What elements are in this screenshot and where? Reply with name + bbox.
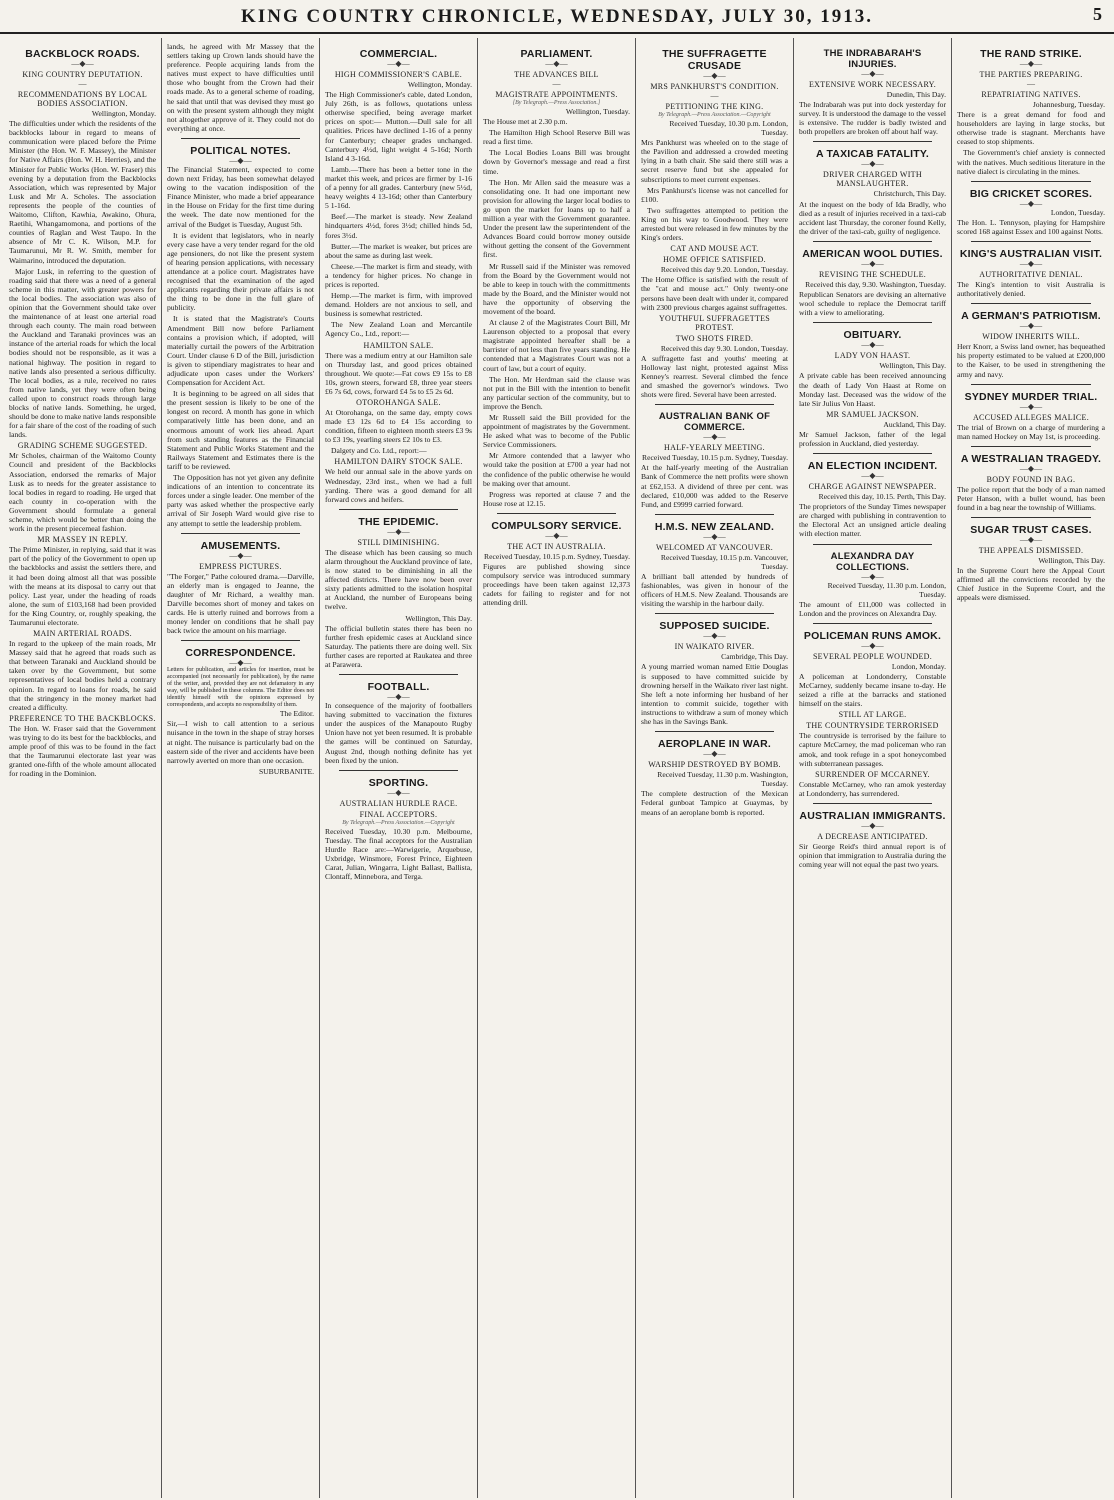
subheading: MR SAMUEL JACKSON.	[826, 409, 919, 419]
paragraph: Sir George Reid's third annual report is of opinion that immigration to Australia during the coming year will not equal the past two years.	[799, 841, 946, 870]
paragraph: Mr Samuel Jackson, father of the legal profession in Auckland, died yesterday.	[799, 429, 946, 448]
dateline: Johannesburg, Tuesday.	[1032, 100, 1105, 109]
subheading: KING COUNTRY DEPUTATION.	[22, 70, 143, 79]
divider: —	[1027, 79, 1035, 88]
dateline: Received this day 9.20. London, Tuesday.	[660, 265, 788, 275]
divider	[971, 303, 1091, 304]
paragraph: Republican Senators are devising an alternative wool schedule to replace the Democrat tariff with a view to ameliorating.	[799, 290, 946, 318]
divider	[971, 181, 1091, 182]
headline: ALEXANDRA DAY COLLECTIONS.	[830, 550, 915, 573]
press-credit: By Telegraph.—Press Association.—Copyright	[658, 112, 771, 118]
paragraph: The disease which has been causing so much alarm throughout the Auckland province of late, is now stated to be diminishing in all the affected districts. There have now been over sixty patients admitted to the isolation hospital at Auckland, the number of Europeans being twelve.	[325, 547, 472, 612]
column-3	[320, 38, 478, 1498]
subheading: YOUTHFUL SUFFRAGETTES PROTEST.	[658, 313, 771, 332]
paragraph: A brilliant ball attended by hundreds of fashionables, was given in honour of the officers of H.M.S. New Zealand. Thousands are visiting the warship in the harbour daily.	[641, 572, 788, 609]
paragraph: Constable McCarney, who ran amok yesterday at Londonderry, has surrendered.	[799, 779, 946, 798]
paragraph: The Indrabarah was put into dock yesterday for survey. It is understood the damage to the vessel is extensive. The rudder is badly twisted and both propellers are broken off about half way.	[799, 100, 946, 137]
dateline: Christchurch, This Day.	[873, 189, 946, 199]
column-7	[952, 38, 1110, 1498]
paragraph: The New Zealand Loan and Mercantile Agency Co., Ltd., report:—	[325, 320, 472, 339]
headline: SUGAR TRUST CASES.	[970, 524, 1092, 537]
paragraph: The Local Bodies Loans Bill was brought down by Governor's message and read a first time.	[483, 148, 630, 176]
paragraph: Progress was reported at clause 7 and the House rose at 12.15.	[483, 489, 630, 508]
subheading: STILL DIMINISHING.	[357, 537, 440, 547]
paragraph: Major Lusk, in referring to the question of roading said that there was a need of a general scheme in this matter, with greater powers for the local bodies. The association was also of opinion that the Government should take over the maintenance of at least one arterial road through each county. The main road between the Auckland and Taranaki provinces was an instance of the arterial roads for which the local bodies should not be responsible, as it was a national highway. The position in regard to native lands also presented a serious difficulty. The local bodies, as a rule, received no rates from native lands, yet they were often being called upon to construct roads through large blocks of native lands. Something, he urged, should be done to make native lands responsible for a fair share of the cost of the roading of such lands.	[9, 266, 156, 440]
headline: AN ELECTION INCIDENT.	[807, 460, 938, 473]
paragraph: Mr Scholes, chairman of the Waitomo County Council and president of the Backblocks Association, endorsed the remarks of Major Lusk as to needs for the greater assistance to local bodies in regard to roading. He urged that each county in co-operation with the Government should formulate a general scheme, which would be better than doing the work in the present piecemeal fashion.	[9, 451, 156, 534]
paragraph: "The Forger," Pathe coloured drama.—Darville, an elderly man is engaged to Jeanne, the daughter of Mr Richard, a wealthy man. Darville becomes short of money and takes on cards. He is utterly ruined and borrows from a money lender on conditions that he shall pay back twice the amount on his marriage.	[167, 571, 314, 636]
dateline: Received Tuesday, 10.15 p.m. Sydney, Tuesday.	[484, 551, 630, 561]
paragraph: A private cable has been received announcing the death of Lady Von Haast at Rome on Monday last. Deceased was the widow of the late Sir Julius Von Haast.	[799, 371, 946, 408]
paragraph: Cheese.—The market is firm and steady, with a tendency for higher prices. No change in prices is reported.	[325, 261, 472, 289]
subheading: HAMILTON DAIRY STOCK SALE.	[334, 457, 463, 467]
paragraph: The proprietors of the Sunday Times newspaper are charged with publishing in contravention to the Electoral Act an unsigned article dealing with election matter.	[799, 502, 946, 539]
dateline: London, Tuesday.	[1050, 207, 1105, 217]
headline: POLITICAL NOTES.	[190, 144, 291, 157]
headline: AMUSEMENTS.	[200, 539, 281, 552]
paragraph: The Hon. L. Tennyson, playing for Hampshire scored 168 against Essex and 100 against Notts.	[957, 217, 1105, 236]
paragraph: The trial of Brown on a charge of murdering a man named Hockey on May 1st, is proceeding.	[957, 422, 1105, 441]
paragraph: A young married woman named Ettie Douglas is supposed to have committed suicide by drowning herself in the Waikato river last night. She left a note informing her husband of her intention to commit suicide, together with instructions to withdraw a sum of money which she has in the Savings Bank.	[641, 662, 788, 727]
divider: —◆—	[1019, 259, 1043, 269]
paragraph: lands, he agreed with Mr Massey that the settlers taking up Crown lands should have the preference. People acquiring lands from the natives must expect to have difficulties until those who bought from the Crown had their roads made. As to a general scheme of roading, he said that until that was devised they must go on with the present system although they might not altogether approve of it. They could not do everything at once.	[167, 42, 314, 133]
divider: —	[710, 91, 719, 100]
paragraph: Mr Atmore contended that a lawyer who would take the position at £700 a year had not the confidence of the public otherwise he would be making over that amount.	[483, 451, 630, 488]
press-credit: [By Telegraph.—Press Association.]	[512, 100, 601, 106]
divider	[339, 770, 458, 771]
newspaper-columns	[4, 38, 1110, 1498]
headline: THE RAND STRIKE.	[980, 48, 1082, 60]
headline: A WESTRALIAN TRAGEDY.	[960, 452, 1102, 465]
subheading: EMPRESS PICTURES.	[199, 561, 282, 571]
headline: PARLIAMENT.	[520, 48, 593, 60]
paragraph: The Prime Minister, in replying, said that it was part of the policy of the Government to open up the backblocks and assist the settlers there, and it had been doing almost all that was possible with the means at its disposal to carry out that policy. Last year, under the heading of roads alone, the sum of £103,168 had been provided for the King Country, or, roughly speaking, the Taumarunui electorate.	[9, 545, 156, 627]
paragraph: At clause 2 of the Magistrates Court Bill, Mr Laurenson objected to a proposal that every magistrate appointed hereafter shall be a barrister of not less than five years standing. He contended that a Magistrates Court was not a court of law, but a court of equity.	[483, 318, 630, 373]
subheading: THE COUNTRYSIDE TERRORISED	[806, 721, 939, 731]
divider	[813, 141, 932, 142]
divider	[971, 241, 1091, 242]
headline: AEROPLANE IN WAR.	[657, 738, 772, 751]
dateline: London, Monday.	[891, 661, 946, 671]
headline: THE SUFFRAGETTE CRUSADE	[662, 48, 767, 72]
divider: —	[552, 79, 561, 88]
dateline: Received Tuesday, 10.15 p.m. Sydney, Tuesday.	[642, 453, 788, 463]
paragraph: The difficulties under which the residents of the backblocks labour in regard to means of communication were placed before the Prime Minister (the Hon. W. F. Massey), the Minister for Native Affairs (Hon. W. H. Herries), and the Minister for Public Works (Hon. W. Fraser) this evening by a deputation from the Backblocks Association, which was represented by Major Lusk and Mr A. Scholes. The association represents the people of the counties of Waitomo, Clifton, Kawhia, Awakino, Ohura, Raetihi, Whangamomona, and portions of the counties of Raglan and West Taupo. In the absence of Mr C. K. Wilson, M.P. for Taumarunui, Mr R. W. Smith, member for Waimarino, introduced the deputation.	[9, 119, 156, 265]
dateline: Cambridge, This Day.	[721, 652, 788, 662]
subheading: PREFERENCE TO THE BACKBLOCKS.	[9, 713, 156, 723]
column-6	[794, 38, 952, 1498]
paragraph: Figures are published showing since compulsory service was introduced summary proceedings have been taken against 12,373 cadets for failing to register and for not attending drill.	[483, 562, 630, 608]
divider	[181, 640, 300, 641]
paragraph: The Hon. W. Fraser said that the Government was trying to do its best for the backblocks, and ample proof of this was to be found in the fact that the Taumarunui electorate last year was granted one-fifth of the whole amount allocated for roading in the Dominion.	[9, 723, 156, 779]
subheading: HOME OFFICE SATISFIED.	[663, 255, 766, 265]
editorial-notice: Letters for publication, and articles for insertion, must be accompanied (not necessarily for publication), by the name of the writer, and, provided they are not defamatory in any way, will be published in these columns. The Editor does not identify himself with the opinions expressed by correspondents, and accepts no responsibility of them.	[167, 667, 314, 709]
subheading: SEVERAL PEOPLE WOUNDED.	[812, 651, 933, 661]
paragraph: At the inquest on the body of Ida Bradly, who died as a result of injuries received in a taxi-cab accident last Thursday, the coroner found Kelly, the driver of the taxi-cab, guilty of negligence.	[799, 199, 946, 236]
divider: —◆—	[1019, 463, 1043, 473]
dateline: Wellington, Monday.	[91, 109, 156, 118]
paragraph: A policeman at Londonderry, Constable McCarney, suddenly became insane to-day. He seized a rifle at the barracks and stationed himself on the stairs.	[799, 672, 946, 709]
dateline: Received Tuesday, 10.15 p.m. Vancouver, Tuesday.	[660, 552, 788, 571]
paragraph: At the half-yearly meeting of the Australian Bank of Commerce the nett profits were shown at £62,153. A dividend of three per cent. was declared, £10,000 was added to the Reserve Fund, and £9999 carried forward.	[641, 463, 788, 509]
divider: —◆—	[387, 692, 410, 702]
divider: —◆—	[861, 640, 884, 650]
paragraph: The complete destruction of the Mexican Federal gunboat Tampico at Guaymas, by means of an aeroplane bomb is reported.	[641, 789, 788, 817]
subheading: THE ADVANCES BILL	[514, 70, 599, 79]
divider	[971, 517, 1091, 518]
paragraph: The Hon. Mr Herdman said the clause was not put in the Bill with the intention to benefit any particular section of the community, but to improve the Bench.	[483, 374, 630, 411]
paragraph: The amount of £11,000 was collected in London and the provinces on Alexandra Day.	[799, 599, 946, 618]
divider: —◆—	[861, 159, 884, 169]
headline: AUSTRALIAN BANK OF COMMERCE.	[658, 411, 771, 434]
divider: —◆—	[387, 526, 410, 536]
headline: CORRESPONDENCE.	[185, 647, 296, 660]
paragraph: The Opposition has not yet given any definite indications of an intention to concentrate its forces under a single leader. One member of the party was asked whether the prospective early arrival of Sir Joseph Ward would give rise to any attempt to settle the leadership problem.	[167, 473, 314, 528]
subheading: BODY FOUND IN BAG.	[986, 474, 1076, 484]
divider: —◆—	[861, 258, 884, 268]
subheading: MAIN ARTERIAL ROADS.	[33, 629, 132, 639]
paragraph: The Hamilton High School Reserve Bill was read a first time.	[483, 128, 630, 147]
subheading: AUSTRALIAN HURDLE RACE.	[339, 798, 458, 808]
column-5	[636, 38, 794, 1498]
divider	[497, 513, 616, 514]
paragraph: Mrs Pankhurst was wheeled on to the stage of the Pavilion and addressed a crowded meeting lying in a bath chair. She said there still was a secret reserve fund but she appealed for subscriptions to meet current expenses.	[641, 138, 788, 184]
subheading: HALF-YEARLY MEETING.	[664, 443, 765, 453]
divider: —◆—	[387, 59, 410, 68]
divider	[813, 623, 932, 624]
paragraph: The House met at 2.30 p.m.	[483, 117, 568, 127]
subheading: WELCOMED AT VANCOUVER.	[655, 542, 774, 552]
column-2	[162, 38, 320, 1498]
signature: SUBURBANITE.	[258, 766, 314, 776]
paragraph: Mrs Pankhurst's license was not cancelled for £100.	[641, 185, 788, 204]
divider: —◆—	[71, 59, 94, 68]
divider: —◆—	[545, 59, 568, 68]
divider	[813, 322, 932, 323]
headline: BIG CRICKET SCORES.	[969, 187, 1093, 200]
headline: H.M.S. NEW ZEALAND.	[654, 520, 775, 533]
headline: AMERICAN WOOL DUTIES.	[802, 247, 943, 260]
divider: —◆—	[703, 71, 726, 80]
press-credit: By Telegraph.—Press Association.—Copyright	[342, 819, 455, 826]
paragraph: There was a medium entry at our Hamilton sale on Thursday last, and good prices obtained throughout. We quote:—Fat cows £9 15s to £8 10s, grown steers, forward £8, three year steers £6 7s 6d, cows, forward £4 5s to £5 2s 6d.	[325, 350, 472, 396]
paragraph: Mr Russell said if the Minister was removed from the Board by the Government would not be able to keep in touch with the committments made by the Board, and the Minister would not have the opportunity of observing the movement of the board.	[483, 261, 630, 316]
divider: —◆—	[861, 69, 884, 78]
dateline: Received this day, 9.30. Washington, Tuesday.	[805, 279, 946, 289]
subheading: GRADING SCHEME SUGGESTED.	[17, 441, 148, 451]
headline: A GERMAN'S PATRIOTISM.	[961, 310, 1101, 323]
subheading: STILL AT LARGE.	[838, 710, 907, 720]
divider	[813, 803, 932, 804]
divider	[655, 613, 774, 614]
paragraph: It is stated that the Magistrate's Courts Amendment Bill now before Parliament contains a provision which, if adopted, will materially curtail the powers of the Arbitration Court. Under clause 6 D of the Bill, jurisdiction is given to stipendiary magistrates to hear and adjudicate upon cases under the Workers' Compensation for Accident Act.	[167, 314, 314, 388]
paragraph: Sir,—I wish to call attention to a serious nuisance in the town in the shape of stray horses at night. The nuisance is particularly bad on the eastern side of the river and accidents have been narrowly averted on more than one occasion.	[167, 719, 314, 765]
subheading: THE APPEALS DISMISSED.	[978, 546, 1084, 556]
divider: —◆—	[861, 471, 884, 481]
subheading: HAMILTON SALE.	[363, 340, 434, 350]
paragraph: The countryside is terrorised by the failure to capture McCarney, the mad policeman who ran amok, and took refuge in a spot honeycombed with subterranean passages.	[799, 731, 946, 768]
dateline: Received Tuesday, 10.30 p.m. London, Tuesday.	[669, 119, 788, 138]
subheading: IN WAIKATO RIVER.	[674, 642, 755, 652]
paragraph: The Hon. Mr Allen said the measure was a consolidating one. It had one important new provision for allowing the larger local bodies to go upon the market for loans up to half a million a year with the Government guarantee. Under the present law the superintendent of the Advances Board could borrow money outside without getting the consent of the Government first.	[483, 177, 630, 260]
subheading: DRIVER CHARGED WITH MANSLAUGHTER.	[823, 170, 922, 189]
headline: AUSTRALIAN IMMIGRANTS.	[799, 809, 946, 822]
subheading: FINAL ACCEPTORS.	[359, 809, 438, 819]
subheading: SURRENDER OF MCCARNEY.	[815, 769, 930, 779]
subheading: WIDOW INHERITS WILL.	[982, 332, 1080, 342]
paragraph: The Government's chief anxiety is connected with the natives. Much seditious literature in the native dialect is circulating in the mines.	[957, 148, 1105, 176]
divider	[813, 453, 932, 454]
headline: SPORTING.	[368, 776, 429, 789]
subheading: CHARGE AGAINST NEWSPAPER.	[808, 482, 937, 492]
paragraph: Dalgety and Co. Ltd., report:—	[331, 446, 427, 456]
headline: COMPULSORY SERVICE.	[491, 519, 622, 532]
divider: —◆—	[703, 631, 726, 641]
subheading: MAGISTRATE APPOINTMENTS.	[495, 90, 618, 99]
headline: SUPPOSED SUICIDE.	[659, 620, 770, 633]
paragraph: In consequence of the majority of footballers having submitted to vaccination the fixtures under the auspices of the Manapouto Rugby Union have not yet been resumed. It is probable the games will be continued on Saturday, August 2nd, though nothing definite has yet been fixed by the union.	[325, 701, 472, 765]
divider	[339, 509, 458, 510]
subheading: TWO SHOTS FIRED.	[675, 333, 754, 343]
newspaper-title: KING COUNTRY CHRONICLE, WEDNESDAY, JULY 30, 1913.	[241, 6, 873, 27]
paragraph: Received Tuesday, 10.30 p.m. Melbourne, Tuesday. The final acceptors for the Australian Hurdle Race are:—Warwigerie, Arquebuse, Uxbridge, Winsmore, Forest Prince, Eighteen Carat, Julian, Wingarra, Light Ballast, Ballista, Clontaff, Minnebora, and Terga.	[325, 826, 472, 882]
divider	[181, 138, 300, 139]
dateline: Wellington, This Day.	[1038, 556, 1105, 566]
subheading: THE ACT IN AUSTRALIA.	[507, 541, 606, 551]
paragraph: Hemp.—The market is firm, with improved demand. Holders are not anxious to sell, and business is somewhat restricted.	[325, 291, 472, 319]
divider: —◆—	[703, 749, 726, 759]
dateline: Received Tuesday, 11.30 p.m. London, Tuesday.	[827, 580, 946, 599]
subheading: WARSHIP DESTROYED BY BOMB.	[648, 760, 781, 770]
headline: POLICEMAN RUNS AMOK.	[803, 629, 942, 642]
divider: —◆—	[229, 550, 252, 560]
divider: —◆—	[229, 658, 252, 668]
divider: —◆—	[1019, 198, 1043, 208]
paragraph: We held our annual sale in the above yards on Wednesday, 23rd inst., when we had a full yarding. There was a good demand for all forward cows and heifers.	[325, 467, 472, 504]
dateline: Auckland, This Day.	[883, 419, 946, 429]
paragraph: Beef.—The market is steady. New Zealand hindquarters 4½d, fores 3½d; chilled hinds 5d, fores 3½d.	[325, 212, 472, 240]
divider: —◆—	[1019, 535, 1043, 545]
dateline: Wellington, Tuesday.	[565, 107, 630, 116]
masthead	[0, 0, 1114, 34]
subheading: OTOROHANGA SALE.	[356, 398, 441, 407]
divider	[971, 384, 1091, 385]
subheading: EXTENSIVE WORK NECESSARY.	[809, 80, 936, 89]
divider: —◆—	[1019, 321, 1043, 331]
paragraph: The official bulletin states there has been no further fresh epidemic cases at Auckland since Saturday. The patients there are doing well. Six further cases are reported at Raukatea and three at Parawera.	[325, 623, 472, 669]
divider	[339, 674, 458, 675]
subheading: REPATRIATING NATIVES.	[981, 90, 1081, 99]
headline: THE EPIDEMIC.	[358, 515, 439, 528]
subheading: MRS PANKHURST'S CONDITION.	[650, 82, 779, 91]
paragraph: The Financial Statement, expected to come down next Friday, has been somewhat delayed owing to the vacation indisposition of the Finance Minister, who made a brief appearance in the House on Friday for the first time during the week. The date now mentioned for the arrival of the Budget is Tuesday, August 5th.	[167, 164, 314, 229]
divider: —◆—	[1019, 59, 1043, 68]
subheading: LADY VON HAAST.	[834, 351, 911, 361]
column-4	[478, 38, 636, 1498]
paragraph: Lamb.—There has been a better tone in the market this week, and prices are firmer by 1-16 of a penny for all grades. Canterbury (new 5½d, heavy weights 4 13-16d; other than Canterbury 5 1-16d.	[325, 164, 472, 211]
paragraph: At Otorohanga, on the same day, empty cows made £3 12s 6d to £4 15s according to condition, fifteen to eighteen month steers £3 9s to £3 19s, yearling steers £2 10s to £3.	[325, 408, 472, 445]
paragraph: The High Commissioner's cable, dated London, July 26th, is as follows, quotations unless otherwise specified, being average market prices on spot:— Mutton.—Dull sale for all qualities. Prices have declined 1-16 of a penny for Canterbury; cheaper grades unchanged. Canterbury 4½d, light weight 4 5-16d; North Island 4 3-16d.	[325, 90, 472, 163]
divider	[813, 241, 932, 242]
divider: —◆—	[861, 820, 884, 830]
page-number: 5	[1093, 4, 1102, 24]
headline: FOOTBALL.	[367, 681, 430, 694]
subheading: AUTHORITATIVE DENIAL.	[979, 270, 1083, 280]
dateline: Wellington, This Day.	[879, 361, 946, 371]
paragraph: It is beginning to be agreed on all sides that the present session is likely to be one of the longest on record. A month has gone in which comparatively little has been done, and an enormous amount of work lies ahead. Apart from such standing features as the Financial Statement and Public Works Statement and the Railways Statement and Estimates there is the tariff to be reviewed.	[167, 389, 314, 471]
divider	[655, 731, 774, 732]
subheading: A DECREASE ANTICIPATED.	[817, 831, 928, 841]
dateline: Wellington, Monday.	[407, 80, 472, 89]
headline: KING'S AUSTRALIAN VISIT.	[959, 248, 1103, 261]
subheading: ACCUSED ALLEGES MALICE.	[972, 412, 1089, 422]
divider	[181, 533, 300, 534]
paragraph: Herr Knorr, a Swiss land owner, has bequeathed his property estimated to be valued at £200,000 to the Kaiser, to be used in strengthening the army and navy.	[957, 342, 1105, 379]
subheading: HIGH COMMISSIONER'S CABLE.	[334, 70, 463, 79]
subheading: MR MASSEY IN REPLY.	[37, 535, 128, 545]
paragraph: The King's intention to visit Australia is authoritatively denied.	[957, 280, 1105, 299]
headline: THE INDRABARAH'S INJURIES.	[823, 48, 922, 70]
headline: OBITUARY.	[843, 329, 902, 342]
divider: —◆—	[545, 530, 568, 540]
paragraph: In regard to the upkeep of the main roads, Mr Massey said that he agreed that roads such as that between Taranaki and Auckland should be taken over by the Government, but some representatives of local bodies held a contrary opinion. In regard to loans for roads, he said that the stringency in the money market had created a difficulty.	[9, 639, 156, 712]
paragraph: The police report that the body of a man named Peter Hanson, with a bullet wound, has been found in a bag near the township of Williams.	[957, 484, 1105, 512]
headline: COMMERCIAL.	[359, 48, 438, 60]
dateline: Received Tuesday, 11.30 p.m. Washington, Tuesday.	[657, 770, 788, 789]
divider: —◆—	[229, 155, 252, 165]
subheading: CAT AND MOUSE ACT.	[670, 244, 759, 254]
dateline: Dunedin, This Day.	[886, 90, 946, 99]
divider: —	[78, 79, 87, 88]
headline: SYDNEY MURDER TRIAL.	[964, 390, 1098, 403]
subheading: PETITIONING THE KING.	[665, 102, 764, 111]
subheading: REVISING THE SCHEDULE.	[818, 269, 927, 279]
paragraph: It is evident that legislators, who in nearly every case have a very tender regard for the old age pensioners, do not like the present system of hearing pension applications, with necessary attendance at a police court. Magistrates have recognised that the examination of the aged applicants regarding their private affairs is not the thing to be done in the full glare of publicity.	[167, 230, 314, 313]
paragraph: The Home Office is satisfied with the result of the "cat and mouse act." Only twenty-one persons have been dealt with under it, compared with 2300 previous charges against suffragettes.	[641, 275, 788, 312]
dateline: Wellington, This Day.	[405, 613, 472, 623]
dateline: Received this day 9.30. London, Tuesday.	[660, 343, 788, 353]
addressee: The Editor.	[279, 709, 314, 719]
paragraph: There is a great demand for food and householders are laying in large stocks, but otherwise trade is stagnant. Merchants have ceased to stop shipments.	[957, 110, 1105, 147]
headline: A TAXICAB FATALITY.	[815, 148, 930, 161]
subheading: RECOMMENDATIONS BY LOCAL BODIES ASSOCIATION.	[17, 90, 148, 108]
divider: —◆—	[703, 432, 726, 442]
divider: —◆—	[1019, 401, 1043, 411]
paragraph: Butter.—The market is weaker, but prices are about the same as during last week.	[325, 241, 472, 260]
divider	[813, 544, 932, 545]
divider: —◆—	[387, 787, 410, 797]
headline: BACKBLOCK ROADS.	[25, 48, 140, 60]
divider	[655, 514, 774, 515]
divider: —◆—	[861, 340, 884, 350]
dateline: Received this day, 10.15. Perth, This Day.	[818, 492, 946, 502]
column-1	[4, 38, 162, 1498]
divider: —◆—	[703, 531, 726, 541]
divider: —◆—	[861, 571, 884, 581]
divider	[655, 404, 774, 405]
paragraph: In the Supreme Court here the Appeal Court affirmed all the convictions recorded by the Chief Justice in the Supreme Court, and the appeals were dismissed.	[957, 566, 1105, 603]
subheading: THE PARTIES PREPARING.	[979, 70, 1083, 79]
paragraph: Two suffragettes attempted to petition the King on his way to Goodwood. They were arrested but were released in few minutes by the King's orders.	[641, 205, 788, 243]
paragraph: A suffragette fast and youths' meeting at Holloway last night, protested against Miss Kenney's rearrest. Several climbed the fence and smashed the governor's windows. Two shots were fired. Several have been arrested.	[641, 353, 788, 400]
paragraph: Mr Russell said the Bill provided for the appointment of magistrates by the Government. He asked what was to become of the Public Service Commissioners.	[483, 413, 630, 450]
divider	[971, 446, 1091, 447]
